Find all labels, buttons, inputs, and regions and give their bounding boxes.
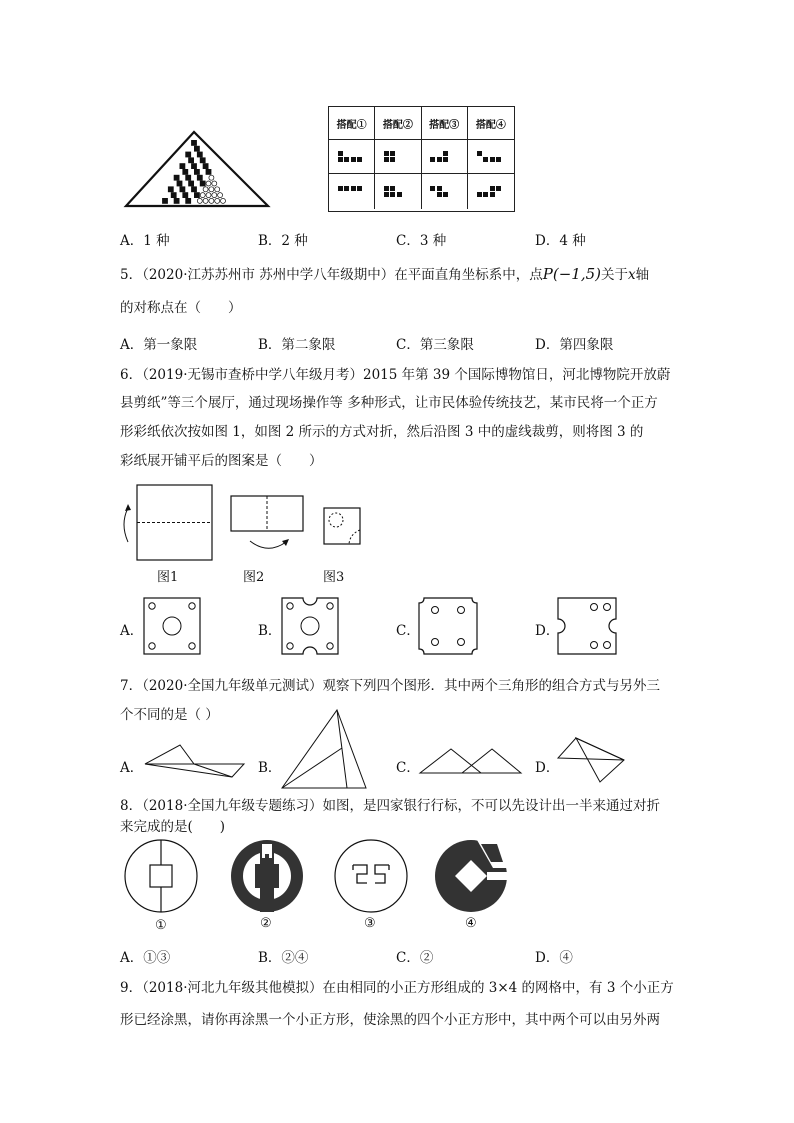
option-text: 第三象限 [419, 337, 474, 353]
option-c[interactable] [396, 946, 433, 966]
q9-line: 9．（2018·河北九年级其他模拟）在由相同的小正方形组成的 3×4 的网格中，有 3 个小正方 [120, 980, 674, 996]
q8-line: 8．（2018·全国九年级专题练习）如图，是四家银行行标，不可以先设计出一半来通过对折 [120, 798, 660, 814]
option-key: C． [396, 233, 420, 249]
option-a-triangles [142, 743, 247, 779]
option-key: B． [258, 337, 282, 353]
option-b[interactable]: B． [258, 760, 282, 776]
fold-figure-3 [322, 506, 364, 548]
q5-axis-var: x [628, 267, 636, 283]
q5-text: 关于 [601, 267, 629, 283]
option-b-pattern [281, 597, 341, 657]
option-b[interactable] [258, 333, 335, 353]
option-c[interactable]: C． [396, 623, 420, 639]
q6-line: 彩纸展开铺平后的图案是（ ） [120, 453, 323, 469]
logo-label: ① [155, 918, 167, 933]
q7-line: 7．（2020·全国九年级单元测试）观察下列四个图形．其中两个三角形的组合方式与另外三 [120, 678, 660, 694]
pairing-pattern [422, 140, 468, 174]
pairing-pattern [375, 140, 421, 174]
option-text: 2 种 [281, 233, 308, 249]
option-d-triangles [556, 736, 626, 786]
q5-line1 [120, 264, 649, 285]
option-b[interactable] [258, 946, 308, 966]
pairing-pattern [468, 140, 514, 174]
bank-logo-3 [333, 838, 409, 914]
pairing-pattern [329, 140, 375, 174]
table-header-cell: 搭配① [329, 107, 375, 140]
q6-line: 形彩纸依次按如图 1，如图 2 所示的方式对折，然后沿图 3 中的虚线裁剪，则将图 3 的 [120, 424, 644, 440]
q6-line: 6．（2019·无锡市查桥中学八年级月考）2015 年第 39 个国际博物馆日，河北博物院开放蔚 [120, 367, 671, 383]
option-c[interactable] [396, 333, 474, 353]
pyramid-figure [122, 128, 272, 208]
figure-caption: 图3 [323, 570, 345, 585]
q7-line: 个不同的是（ ） [120, 707, 219, 723]
table-header-cell: 搭配③ [422, 107, 468, 140]
option-d[interactable]: D． [535, 760, 560, 776]
option-d[interactable] [535, 229, 586, 249]
option-text: 第二象限 [281, 337, 336, 353]
option-text: ①③ [143, 950, 171, 966]
q8-line: 来完成的是( ) [120, 819, 226, 835]
logo-label: ③ [364, 916, 376, 931]
option-a-pattern [143, 597, 203, 657]
option-text: 1 种 [143, 233, 170, 249]
option-b-triangles [280, 708, 370, 790]
option-text: 3 种 [419, 233, 447, 249]
option-key: C． [396, 337, 420, 353]
option-text: 4 种 [559, 233, 586, 249]
q5-point: P(−1,5) [542, 265, 602, 283]
pairing-pattern [375, 174, 421, 209]
option-c[interactable] [396, 229, 446, 249]
option-d[interactable] [535, 946, 573, 966]
fold-figure-2 [228, 495, 308, 555]
option-d[interactable] [535, 333, 613, 353]
q9-line: 形已经涂黑，请你再涂黑一个小正方形，使涂黑的四个小正方形中，其中两个可以由另外两 [120, 1012, 660, 1028]
pairing-table [328, 106, 515, 212]
option-key: D． [535, 950, 560, 966]
q5-text: 轴 [635, 267, 650, 283]
option-key: A． [120, 950, 144, 966]
table-header-cell: 搭配② [375, 107, 421, 140]
table-header-cell: 搭配④ [468, 107, 514, 140]
bank-logo-2 [229, 838, 305, 914]
figure-caption: 图2 [243, 570, 265, 585]
option-c-triangles [418, 746, 524, 776]
option-text: ② [419, 950, 434, 966]
q5-text: 5．（2020·江苏苏州市 苏州中学八年级期中）在平面直角坐标系中，点 [120, 267, 543, 283]
q5-line2: 的对称点在（ ） [120, 300, 242, 316]
option-a[interactable]: A． [120, 760, 144, 776]
option-a[interactable] [120, 229, 170, 249]
option-text: ②④ [281, 950, 309, 966]
option-d[interactable]: D． [535, 623, 560, 639]
option-key: B． [258, 233, 282, 249]
option-a[interactable] [120, 333, 197, 353]
bank-logo-1 [123, 838, 199, 914]
option-key: D． [535, 337, 560, 353]
q6-line: 县剪纸”等三个展厅，通过现场操作等 多种形式，让市民体验传统技艺，某市民将一个正方 [120, 395, 658, 411]
option-text: 第四象限 [559, 337, 614, 353]
logo-label: ② [260, 916, 272, 931]
option-a[interactable] [120, 946, 170, 966]
option-c[interactable]: C． [396, 760, 420, 776]
pairing-pattern [329, 174, 375, 209]
figure-caption: 图1 [157, 570, 179, 585]
option-key: A． [120, 337, 144, 353]
bank-logo-4 [433, 838, 509, 914]
option-text: 第一象限 [143, 337, 198, 353]
option-a[interactable]: A． [120, 623, 144, 639]
pairing-pattern [468, 174, 514, 209]
option-c-pattern [418, 597, 480, 657]
option-text: ④ [559, 950, 573, 966]
option-b[interactable] [258, 229, 308, 249]
option-key: C． [396, 950, 420, 966]
option-key: B． [258, 950, 282, 966]
option-d-pattern [557, 597, 619, 657]
logo-label: ④ [465, 916, 477, 931]
option-key: D． [535, 233, 560, 249]
option-b[interactable]: B． [258, 623, 282, 639]
pairing-pattern [422, 174, 468, 209]
fold-figure-1 [116, 484, 216, 562]
option-key: A． [120, 233, 144, 249]
